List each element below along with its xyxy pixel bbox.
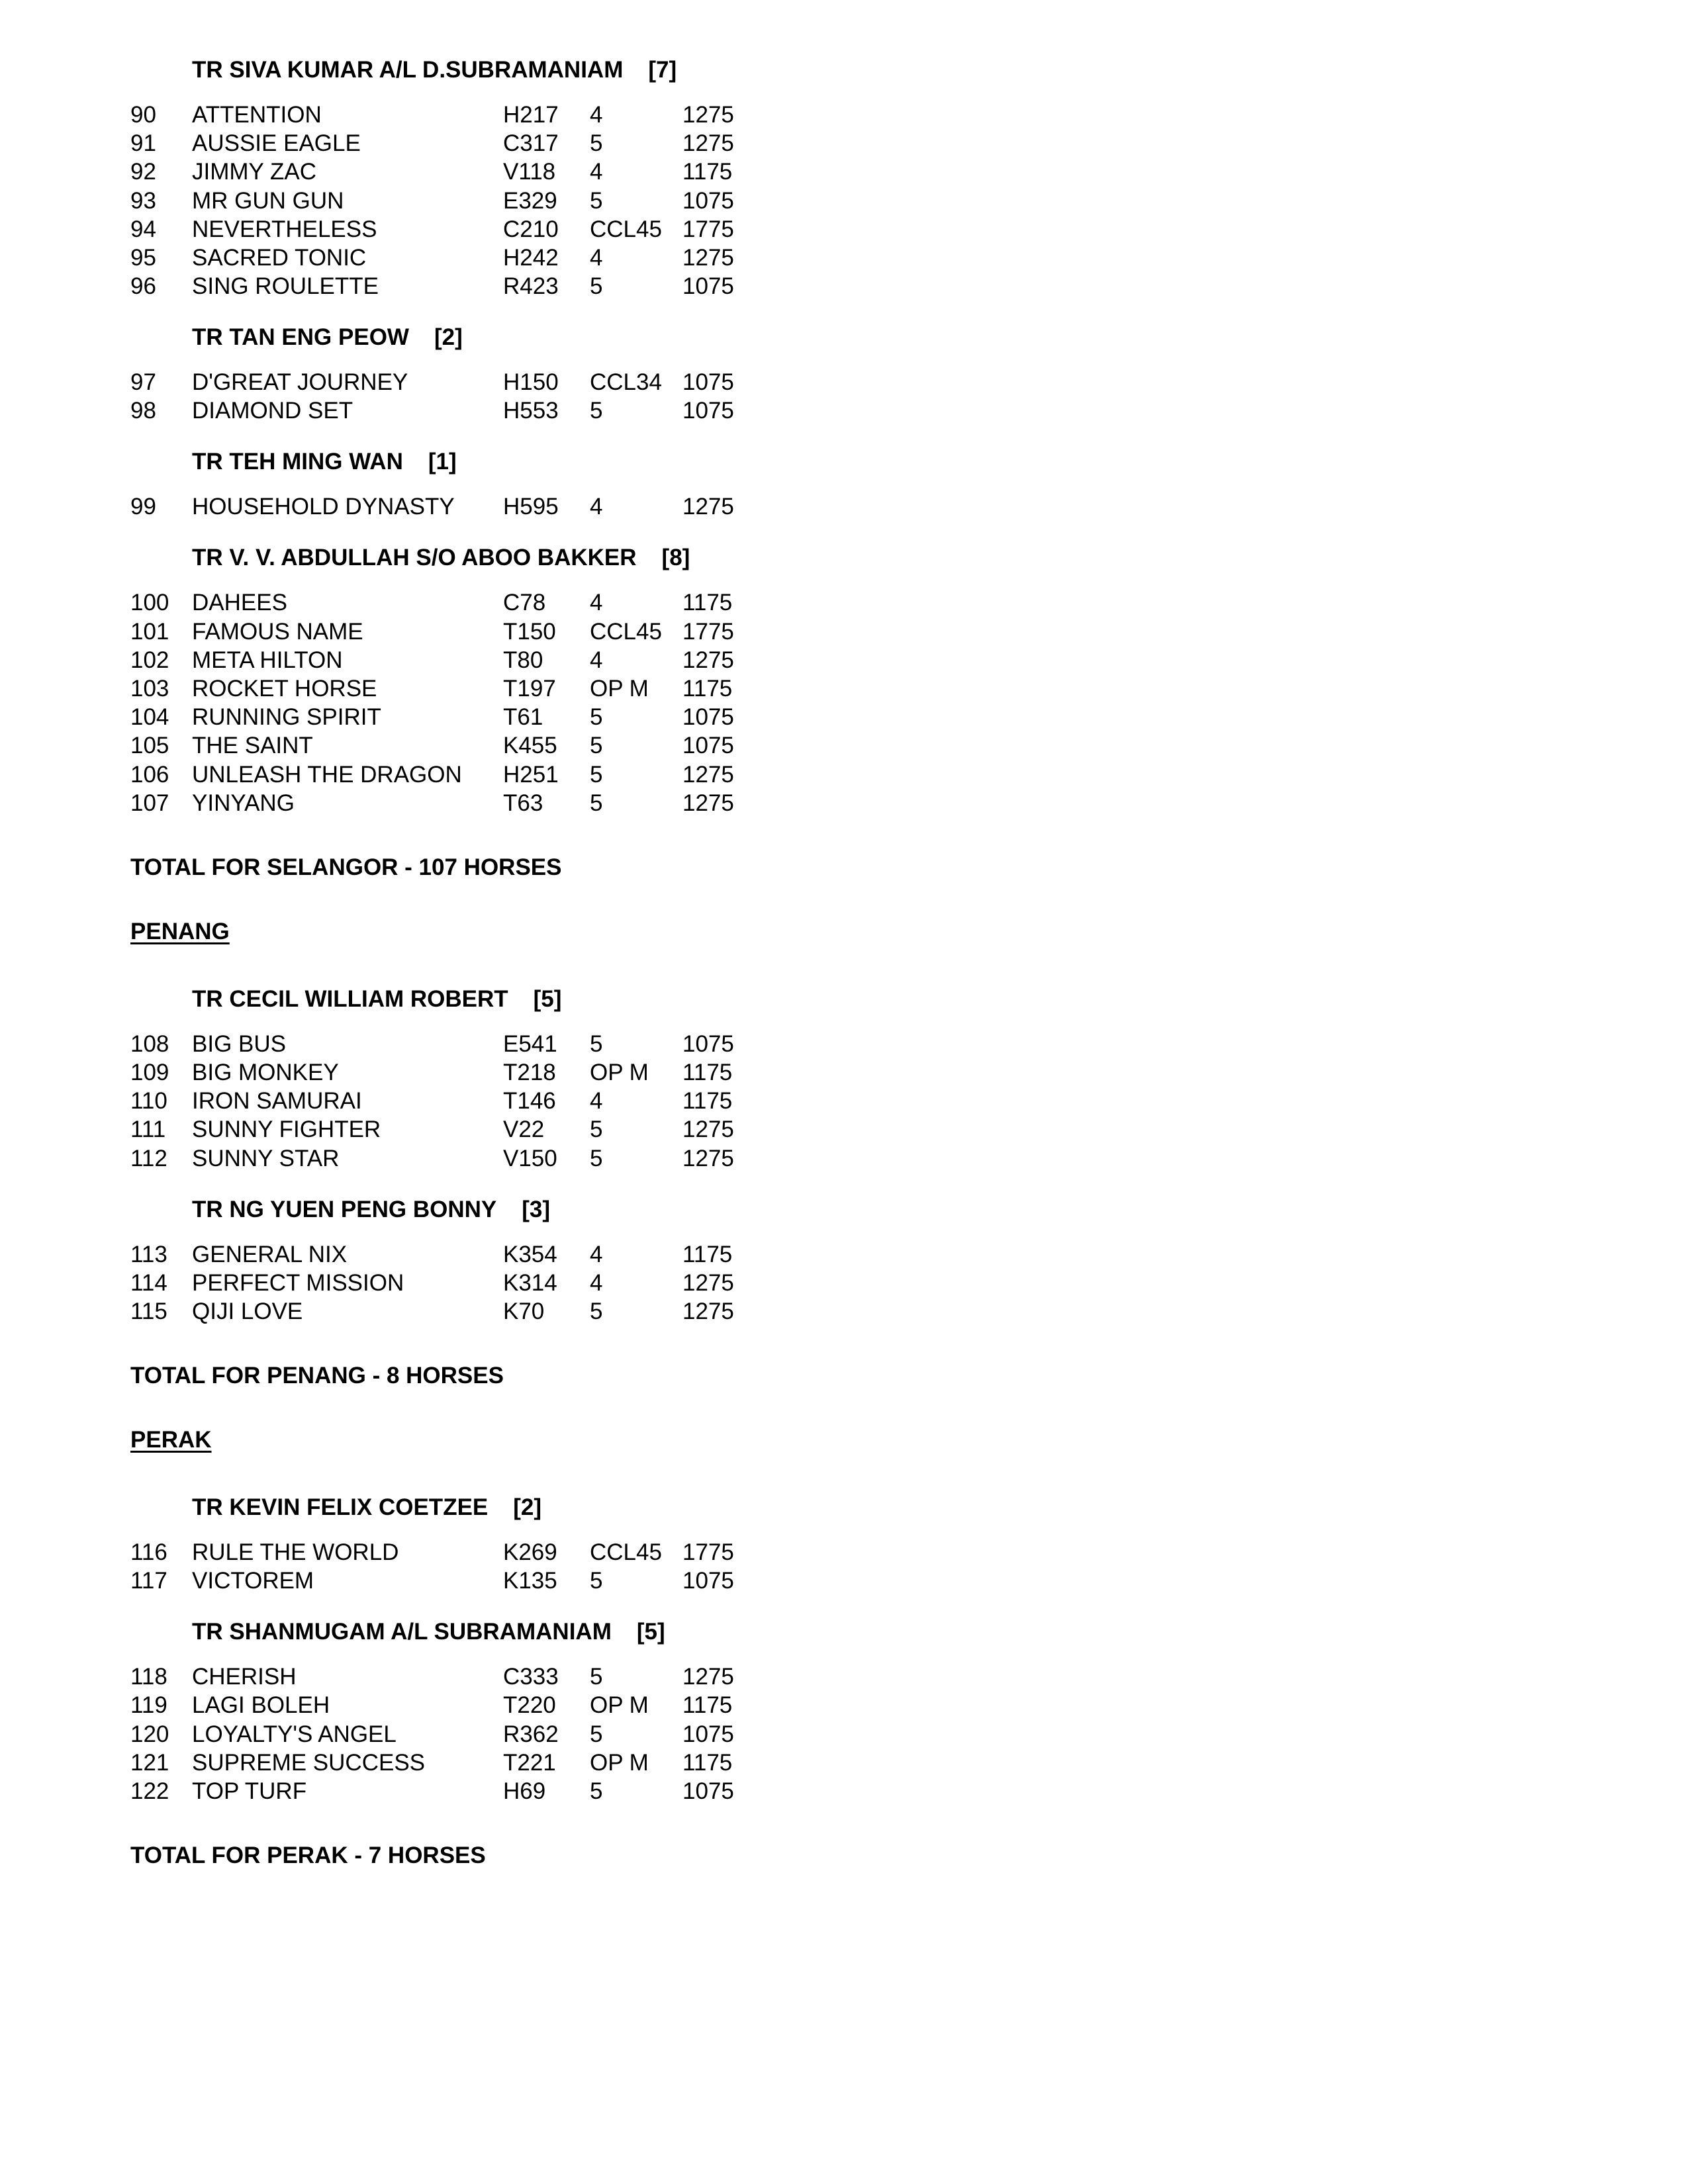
horse-row (0, 1538, 927, 1567)
horse-number: 106 (130, 761, 169, 788)
trainer-heading (0, 1617, 927, 1647)
horse-row (0, 1691, 927, 1720)
horse-rating: 1275 (682, 647, 734, 673)
trainer-name: TR TAN ENG PEOW (192, 324, 409, 351)
region-heading (0, 1426, 927, 1455)
horse-number: 94 (130, 216, 156, 242)
horse-number: 107 (130, 790, 169, 816)
horse-rating: 1275 (682, 1269, 734, 1296)
horse-name: FAMOUS NAME (192, 618, 363, 645)
horse-row (0, 1058, 927, 1087)
horse-name: PERFECT MISSION (192, 1269, 404, 1296)
horse-number: 110 (130, 1088, 167, 1115)
horse-class: CCL45 (590, 216, 662, 242)
horse-class: 5 (590, 1568, 603, 1594)
horse-class: CCL45 (590, 1539, 662, 1565)
horse-code: V22 (503, 1116, 545, 1143)
horse-row (0, 588, 927, 617)
horse-number: 115 (130, 1298, 167, 1324)
horse-number: 92 (130, 159, 156, 185)
horse-code: C333 (503, 1664, 559, 1690)
horse-row (0, 703, 927, 732)
horse-number: 120 (130, 1721, 169, 1747)
horse-rating: 1275 (682, 102, 734, 128)
horse-class: OP M (590, 1060, 649, 1085)
horse-class: 5 (590, 1116, 603, 1143)
horse-row (0, 731, 927, 760)
horse-name: QIJI LOVE (192, 1298, 303, 1324)
horse-code: H150 (503, 369, 559, 396)
region-total-text: TOTAL FOR PERAK - 7 HORSES (130, 1843, 486, 1868)
horse-rating: 1275 (682, 1145, 734, 1171)
horse-number: 114 (130, 1269, 167, 1296)
horse-code: K314 (503, 1269, 557, 1296)
horse-name: SACRED TONIC (192, 245, 367, 271)
horse-code: H217 (503, 102, 559, 128)
horse-row (0, 101, 927, 130)
horse-class: 5 (590, 1778, 603, 1804)
horse-rating: 1775 (682, 1539, 734, 1565)
region-name: PERAK (130, 1427, 212, 1453)
horse-number: 117 (130, 1568, 167, 1594)
horse-row (0, 1240, 927, 1269)
horse-class: 4 (590, 102, 603, 128)
horse-rating: 1075 (682, 733, 734, 759)
horse-code: C317 (503, 130, 559, 157)
horse-class: 5 (590, 1721, 603, 1747)
horse-code: V118 (503, 159, 556, 185)
trainer-name: TR SHANMUGAM A/L SUBRAMANIAM (192, 1619, 612, 1645)
trainer-heading (0, 985, 927, 1014)
horse-code: T218 (503, 1060, 556, 1085)
horse-name: SUNNY STAR (192, 1145, 340, 1171)
region-total-text: TOTAL FOR PENANG - 8 HORSES (130, 1363, 504, 1388)
horse-number: 99 (130, 494, 156, 520)
horse-row (0, 1115, 927, 1144)
region-heading (0, 917, 927, 946)
trainer-heading (0, 543, 927, 572)
horse-row (0, 1087, 927, 1116)
horse-class: 5 (590, 733, 603, 759)
trainer-name: TR NG YUEN PENG BONNY (192, 1196, 497, 1222)
horse-name: HOUSEHOLD DYNASTY (192, 494, 455, 520)
horse-code: H69 (503, 1778, 546, 1804)
horse-number: 109 (130, 1060, 169, 1085)
horse-rating: 1275 (682, 494, 734, 520)
horse-row (0, 129, 927, 158)
horse-class: 4 (590, 590, 603, 616)
horse-code: T146 (503, 1088, 556, 1115)
horse-class: 4 (590, 159, 603, 185)
horse-code: R423 (503, 273, 559, 300)
horse-class: 4 (590, 1269, 603, 1296)
horse-rating: 1275 (682, 1116, 734, 1143)
horse-number: 95 (130, 245, 156, 271)
trainer-horse-count: [2] (434, 324, 463, 351)
horse-number: 111 (130, 1116, 166, 1143)
horse-code: K269 (503, 1539, 557, 1565)
horse-class: 4 (590, 647, 603, 673)
horse-rating: 1175 (682, 676, 733, 702)
horse-class: 5 (590, 1030, 603, 1057)
horse-name: IRON SAMURAI (192, 1088, 362, 1115)
horse-code: E541 (503, 1030, 557, 1057)
horse-code: E329 (503, 187, 557, 214)
horse-code: T61 (503, 704, 543, 731)
horse-row (0, 1567, 927, 1596)
horse-name: SUPREME SUCCESS (192, 1749, 426, 1776)
horse-name: META HILTON (192, 647, 343, 673)
trainer-heading (0, 1195, 927, 1224)
horse-code: T197 (503, 676, 556, 702)
horse-class: CCL34 (590, 369, 662, 396)
horse-code: H251 (503, 761, 559, 788)
horse-number: 112 (130, 1145, 167, 1171)
horse-name: TOP TURF (192, 1778, 307, 1804)
trainer-horse-count: [5] (636, 1619, 665, 1645)
horse-number: 97 (130, 369, 156, 396)
horse-name: VICTOREM (192, 1568, 314, 1594)
horse-name: UNLEASH THE DRAGON (192, 761, 462, 788)
horse-number: 98 (130, 398, 156, 424)
horse-row (0, 368, 927, 397)
horse-class: 5 (590, 130, 603, 157)
horse-name: RUNNING SPIRIT (192, 704, 381, 731)
horse-class: OP M (590, 1692, 649, 1719)
horse-number: 105 (130, 733, 169, 759)
horse-class: 4 (590, 494, 603, 520)
horse-class: 5 (590, 273, 603, 300)
horse-class: 4 (590, 1241, 603, 1267)
horse-number: 118 (130, 1664, 167, 1690)
trainer-name: TR V. V. ABDULLAH S/O ABOO BAKKER (192, 545, 637, 571)
trainer-heading (0, 447, 927, 477)
trainer-name: TR TEH MING WAN (192, 449, 403, 475)
horse-name: GENERAL NIX (192, 1241, 348, 1267)
trainer-horse-count: [1] (428, 449, 457, 475)
horse-name: DAHEES (192, 590, 287, 616)
horse-row (0, 1030, 927, 1059)
horse-number: 122 (130, 1778, 169, 1804)
horse-rating: 1175 (682, 1749, 733, 1776)
horse-code: K70 (503, 1298, 545, 1324)
horse-row (0, 1297, 927, 1326)
trainer-horse-count: [5] (533, 985, 562, 1012)
horse-name: SING ROULETTE (192, 273, 379, 300)
horse-number: 108 (130, 1030, 169, 1057)
trainer-horse-count: [7] (648, 57, 677, 83)
horse-rating: 1075 (682, 369, 734, 396)
horse-class: 4 (590, 245, 603, 271)
horse-rating: 1275 (682, 1664, 734, 1690)
horse-row (0, 1749, 927, 1778)
horse-code: H595 (503, 494, 559, 520)
horse-code: T221 (503, 1749, 556, 1776)
horse-class: 5 (590, 704, 603, 731)
horse-number: 90 (130, 102, 156, 128)
horse-rating: 1075 (682, 1721, 734, 1747)
horse-code: T80 (503, 647, 543, 673)
horse-row (0, 674, 927, 704)
horse-number: 100 (130, 590, 169, 616)
horse-name: BIG BUS (192, 1030, 286, 1057)
horse-code: H242 (503, 245, 559, 271)
horse-rating: 1275 (682, 245, 734, 271)
horse-name: D'GREAT JOURNEY (192, 369, 408, 396)
horse-rating: 1075 (682, 1778, 734, 1804)
trainer-name: TR CECIL WILLIAM ROBERT (192, 985, 508, 1012)
horse-rating: 1075 (682, 1568, 734, 1594)
region-total (0, 853, 927, 882)
trainer-horse-count: [8] (661, 545, 690, 571)
horse-rating: 1775 (682, 216, 734, 242)
horse-class: 4 (590, 1088, 603, 1115)
horse-name: BIG MONKEY (192, 1060, 339, 1085)
horse-row (0, 272, 927, 301)
horse-rating: 1175 (682, 1088, 733, 1115)
horse-class: OP M (590, 1749, 649, 1776)
horse-row (0, 244, 927, 273)
horse-row (0, 789, 927, 818)
trainer-heading (0, 323, 927, 352)
horse-name: LAGI BOLEH (192, 1692, 330, 1719)
horse-rating: 1275 (682, 790, 734, 816)
horse-code: C210 (503, 216, 559, 242)
horse-name: DIAMOND SET (192, 398, 353, 424)
horse-rating: 1275 (682, 130, 734, 157)
horse-row (0, 617, 927, 647)
horse-rating: 1175 (682, 590, 733, 616)
horse-number: 93 (130, 187, 156, 214)
horse-rating: 1075 (682, 398, 734, 424)
horse-class: 5 (590, 761, 603, 788)
horse-class: CCL45 (590, 618, 662, 645)
horse-code: T150 (503, 618, 556, 645)
horse-row (0, 158, 927, 187)
horse-number: 101 (130, 618, 169, 645)
horse-name: ROCKET HORSE (192, 676, 377, 702)
horse-rating: 1075 (682, 1030, 734, 1057)
horse-name: AUSSIE EAGLE (192, 130, 361, 157)
horse-name: JIMMY ZAC (192, 159, 316, 185)
region-total (0, 1841, 927, 1870)
horse-number: 103 (130, 676, 169, 702)
horse-row (0, 1144, 927, 1173)
horse-rating: 1275 (682, 1298, 734, 1324)
horse-row (0, 492, 927, 522)
horse-number: 119 (130, 1692, 167, 1719)
trainer-name: TR KEVIN FELIX COETZEE (192, 1494, 489, 1520)
horse-rating: 1075 (682, 187, 734, 214)
horse-name: ATTENTION (192, 102, 322, 128)
horse-row (0, 1720, 927, 1749)
horse-row (0, 187, 927, 216)
horse-code: H553 (503, 398, 559, 424)
horse-row (0, 646, 927, 675)
horse-name: LOYALTY'S ANGEL (192, 1721, 397, 1747)
horse-rating: 1075 (682, 273, 734, 300)
trainer-heading (0, 56, 927, 85)
horse-code: K135 (503, 1568, 557, 1594)
horse-name: NEVERTHELESS (192, 216, 377, 242)
region-total (0, 1361, 927, 1390)
region-name: PENANG (130, 918, 230, 944)
horse-code: K455 (503, 733, 557, 759)
region-total-text: TOTAL FOR SELANGOR - 107 HORSES (130, 854, 562, 880)
horse-row (0, 1269, 927, 1298)
horse-number: 121 (130, 1749, 169, 1776)
horse-row (0, 760, 927, 790)
horse-number: 91 (130, 130, 156, 157)
horse-rating: 1175 (682, 1692, 733, 1719)
trainer-horse-count: [3] (522, 1196, 551, 1222)
horse-code: T63 (503, 790, 543, 816)
horse-number: 116 (130, 1539, 167, 1565)
horse-number: 102 (130, 647, 169, 673)
horse-name: SUNNY FIGHTER (192, 1116, 381, 1143)
horse-rating: 1075 (682, 704, 734, 731)
horse-number: 96 (130, 273, 156, 300)
horse-name: MR GUN GUN (192, 187, 344, 214)
horse-rating: 1175 (682, 159, 733, 185)
horse-number: 104 (130, 704, 169, 731)
horse-class: OP M (590, 676, 649, 702)
horse-code: V150 (503, 1145, 557, 1171)
trainer-horse-count: [2] (513, 1494, 542, 1520)
horse-code: R362 (503, 1721, 559, 1747)
horse-rating: 1275 (682, 761, 734, 788)
horse-code: K354 (503, 1241, 557, 1267)
horse-row (0, 215, 927, 244)
horse-number: 113 (130, 1241, 167, 1267)
horse-class: 5 (590, 790, 603, 816)
horse-row (0, 1662, 927, 1692)
trainer-name: TR SIVA KUMAR A/L D.SUBRAMANIAM (192, 57, 624, 83)
horse-name: CHERISH (192, 1664, 297, 1690)
horse-code: C78 (503, 590, 546, 616)
horse-row (0, 1777, 927, 1806)
horse-row (0, 396, 927, 426)
trainer-heading (0, 1493, 927, 1522)
horse-code: T220 (503, 1692, 556, 1719)
horse-name: RULE THE WORLD (192, 1539, 399, 1565)
horse-class: 5 (590, 1664, 603, 1690)
horse-class: 5 (590, 1298, 603, 1324)
horse-rating: 1775 (682, 618, 734, 645)
horse-class: 5 (590, 1145, 603, 1171)
horse-rating: 1175 (682, 1060, 733, 1085)
horse-class: 5 (590, 398, 603, 424)
horse-rating: 1175 (682, 1241, 733, 1267)
horse-name: THE SAINT (192, 733, 313, 759)
horse-class: 5 (590, 187, 603, 214)
horse-name: YINYANG (192, 790, 295, 816)
